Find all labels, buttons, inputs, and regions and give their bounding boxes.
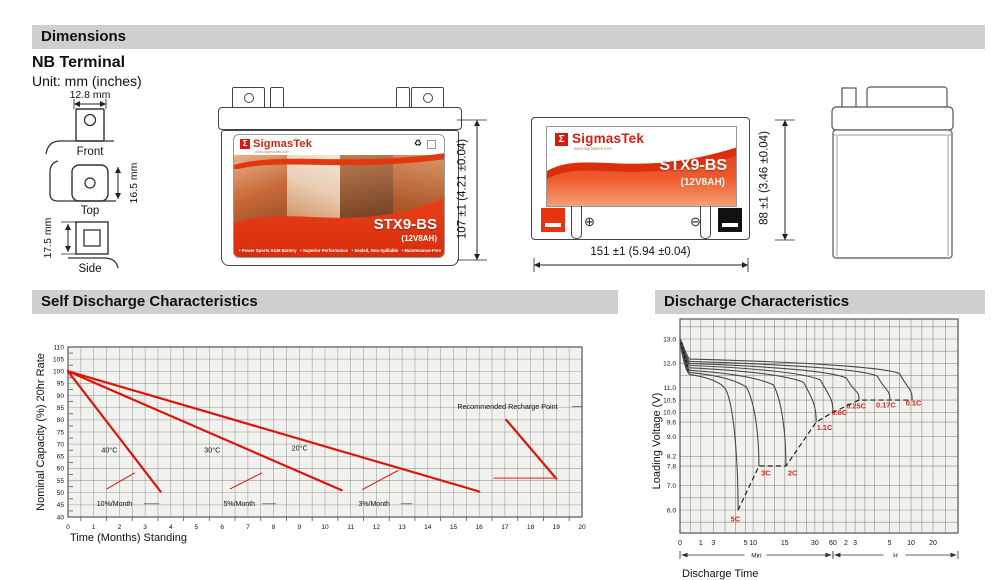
svg-text:55: 55 (56, 477, 64, 485)
terminal-tab (411, 87, 444, 108)
terminal-hole (244, 93, 254, 103)
svg-text:75: 75 (56, 429, 64, 437)
dimensions-section-header: Dimensions (32, 25, 985, 49)
svg-text:30°C: 30°C (204, 445, 221, 455)
terminal-tab (396, 87, 410, 108)
svg-text:11: 11 (347, 524, 355, 531)
svg-text:85: 85 (56, 405, 64, 413)
self-discharge-chart (30, 332, 642, 580)
model-name: STX9-BS (373, 216, 437, 233)
svg-text:15: 15 (780, 540, 789, 547)
battery-slot (700, 206, 711, 239)
svg-text:5%/Month: 5%/Month (223, 500, 256, 508)
minus-sign: ⊖ (690, 214, 701, 229)
svg-text:70: 70 (56, 441, 64, 449)
svg-text:60: 60 (829, 540, 837, 547)
svg-text:4: 4 (168, 524, 173, 531)
brand-website: www.sigmastek.com (574, 146, 612, 151)
svg-text:16: 16 (475, 524, 483, 531)
svg-text:0: 0 (678, 540, 682, 547)
svg-text:10.5: 10.5 (663, 397, 676, 405)
svg-text:5: 5 (887, 540, 892, 547)
svg-text:100: 100 (52, 368, 64, 376)
side-height-dim: 17.5 mm (42, 217, 54, 259)
svg-text:Recommended Recharge Point: Recommended Recharge Point (457, 402, 558, 412)
svg-text:Time (Months) Standing: Time (Months) Standing (70, 532, 187, 544)
svg-text:Min: Min (751, 552, 762, 560)
svg-text:8.2: 8.2 (666, 453, 676, 461)
height-dimension: 107 ±1 (4.21 ±0.04) (456, 138, 469, 240)
svg-text:H: H (893, 552, 898, 560)
svg-text:12.0: 12.0 (663, 360, 676, 368)
feature-item: • Maintenance-Free (401, 247, 441, 253)
svg-text:19: 19 (552, 524, 560, 531)
svg-text:2C: 2C (787, 468, 798, 478)
svg-text:14: 14 (424, 524, 432, 531)
front-width-dim: 12.8 mm (69, 89, 111, 101)
svg-text:3: 3 (711, 540, 716, 547)
svg-text:105: 105 (52, 356, 64, 364)
svg-text:10: 10 (321, 524, 329, 531)
front-view-label: Front (76, 146, 104, 158)
svg-text:10: 10 (907, 540, 915, 547)
svg-text:15: 15 (449, 524, 458, 531)
svg-text:3: 3 (853, 540, 858, 547)
svg-text:11.0: 11.0 (663, 385, 676, 393)
svg-text:80: 80 (56, 417, 64, 425)
svg-text:20°C: 20°C (291, 443, 308, 453)
battery-profile-outline (825, 80, 960, 265)
svg-text:9.6: 9.6 (666, 419, 676, 427)
svg-text:60: 60 (56, 465, 64, 473)
svg-text:20: 20 (578, 524, 586, 531)
svg-text:90: 90 (56, 392, 64, 400)
brand-name: SigmasTek (253, 138, 313, 150)
svg-text:0.6C: 0.6C (831, 408, 848, 418)
svg-text:8: 8 (271, 524, 276, 531)
svg-text:9.0: 9.0 (666, 434, 676, 442)
sigma-logo-icon: Σ (240, 139, 250, 149)
svg-text:7.8: 7.8 (666, 463, 676, 471)
svg-text:5: 5 (194, 524, 199, 531)
battery-lid (218, 107, 462, 130)
svg-text:45: 45 (56, 502, 64, 510)
svg-text:1: 1 (91, 524, 96, 531)
svg-text:0.1C: 0.1C (905, 398, 922, 408)
svg-text:20: 20 (929, 540, 937, 547)
feature-item: • Superior Performance (300, 247, 348, 253)
terminal-tab (270, 87, 284, 108)
plus-sign: ⊕ (584, 214, 595, 229)
top-view-label: Top (80, 205, 100, 217)
side-view-label: Side (78, 263, 102, 275)
svg-text:5: 5 (743, 540, 748, 547)
terminal-hole (423, 93, 433, 103)
svg-text:10: 10 (749, 540, 758, 547)
width-dimension: 151 ±1 (5.94 ±0.04) (590, 246, 691, 258)
svg-text:0: 0 (66, 524, 70, 531)
terminal-bar (545, 223, 561, 227)
brand-name: SigmasTek (572, 131, 645, 146)
svg-text:2: 2 (117, 524, 122, 531)
svg-text:3: 3 (143, 524, 147, 531)
svg-text:5C: 5C (730, 514, 741, 524)
svg-text:9: 9 (297, 524, 302, 531)
depth-dimension: 88 ±1 (3.46 ±0.04) (758, 131, 771, 225)
positive-terminal (541, 208, 565, 232)
svg-text:6.0: 6.0 (666, 507, 676, 515)
battery-body (221, 130, 459, 266)
model-name: STX9-BS (659, 157, 727, 174)
svg-text:0.25C: 0.25C (846, 401, 866, 411)
svg-text:10%/Month: 10%/Month (96, 500, 133, 508)
svg-text:1.1C: 1.1C (816, 422, 833, 432)
svg-text:7: 7 (246, 524, 250, 531)
svg-text:50: 50 (56, 490, 64, 498)
negative-terminal (718, 208, 742, 232)
discharge-section-header: Discharge Characteristics (655, 290, 985, 314)
battery-slot (571, 206, 582, 239)
brand-website: www.sigmastek.com (255, 150, 290, 154)
svg-text:Discharge Time: Discharge Time (682, 568, 759, 580)
battery-side-view (531, 117, 750, 240)
feature-item: • Power Sports AGM Battery (239, 247, 297, 253)
svg-text:3%/Month: 3%/Month (358, 500, 390, 508)
nb-terminal-heading: NB Terminal (32, 54, 126, 71)
disposal-icon (427, 140, 436, 149)
label-top-wave (234, 151, 445, 169)
depth-dim-line (775, 113, 799, 248)
svg-text:Nominal Capacity (%) 20hr Rate: Nominal Capacity (%) 20hr Rate (35, 353, 47, 511)
battery-label (233, 134, 445, 258)
svg-text:110: 110 (53, 344, 64, 352)
svg-text:2: 2 (844, 540, 848, 547)
top-height-dim: 16.5 mm (128, 162, 140, 204)
svg-text:7.0: 7.0 (666, 482, 676, 490)
feature-item: • Sealed, Non-Spillable (351, 247, 399, 253)
width-dim-line (528, 258, 754, 272)
model-spec: (12V8AH) (680, 177, 725, 188)
battery-side-label (546, 126, 737, 207)
svg-text:Loading Voltage (V): Loading Voltage (V) (651, 392, 663, 490)
terminal-diagrams (38, 84, 158, 284)
feature-bullets (234, 244, 445, 256)
terminal-tab (232, 87, 265, 108)
svg-text:1: 1 (698, 540, 703, 547)
svg-text:17: 17 (501, 524, 509, 531)
svg-text:10.0: 10.0 (663, 409, 676, 417)
svg-text:3C: 3C (761, 468, 771, 478)
svg-text:65: 65 (56, 453, 64, 461)
discharge-chart (648, 315, 1000, 580)
svg-text:95: 95 (56, 380, 64, 388)
battery-front-view (218, 85, 462, 266)
unit-note: Unit: mm (inches) (32, 73, 142, 89)
svg-text:13: 13 (398, 524, 406, 531)
sigma-logo-icon: Σ (555, 133, 568, 146)
svg-text:18: 18 (526, 524, 535, 531)
svg-text:30: 30 (810, 540, 819, 547)
self-discharge-section-header: Self Discharge Characteristics (32, 290, 618, 314)
terminal-bar (722, 223, 738, 227)
svg-text:40°C: 40°C (101, 445, 118, 455)
svg-text:40: 40 (56, 514, 64, 522)
svg-text:13.0: 13.0 (663, 336, 676, 344)
svg-text:12: 12 (372, 524, 381, 531)
recycle-icon: ♻ (413, 138, 422, 148)
model-spec: (12V8AH) (401, 234, 437, 243)
svg-text:6: 6 (220, 524, 225, 531)
svg-text:0.17C: 0.17C (875, 400, 896, 410)
